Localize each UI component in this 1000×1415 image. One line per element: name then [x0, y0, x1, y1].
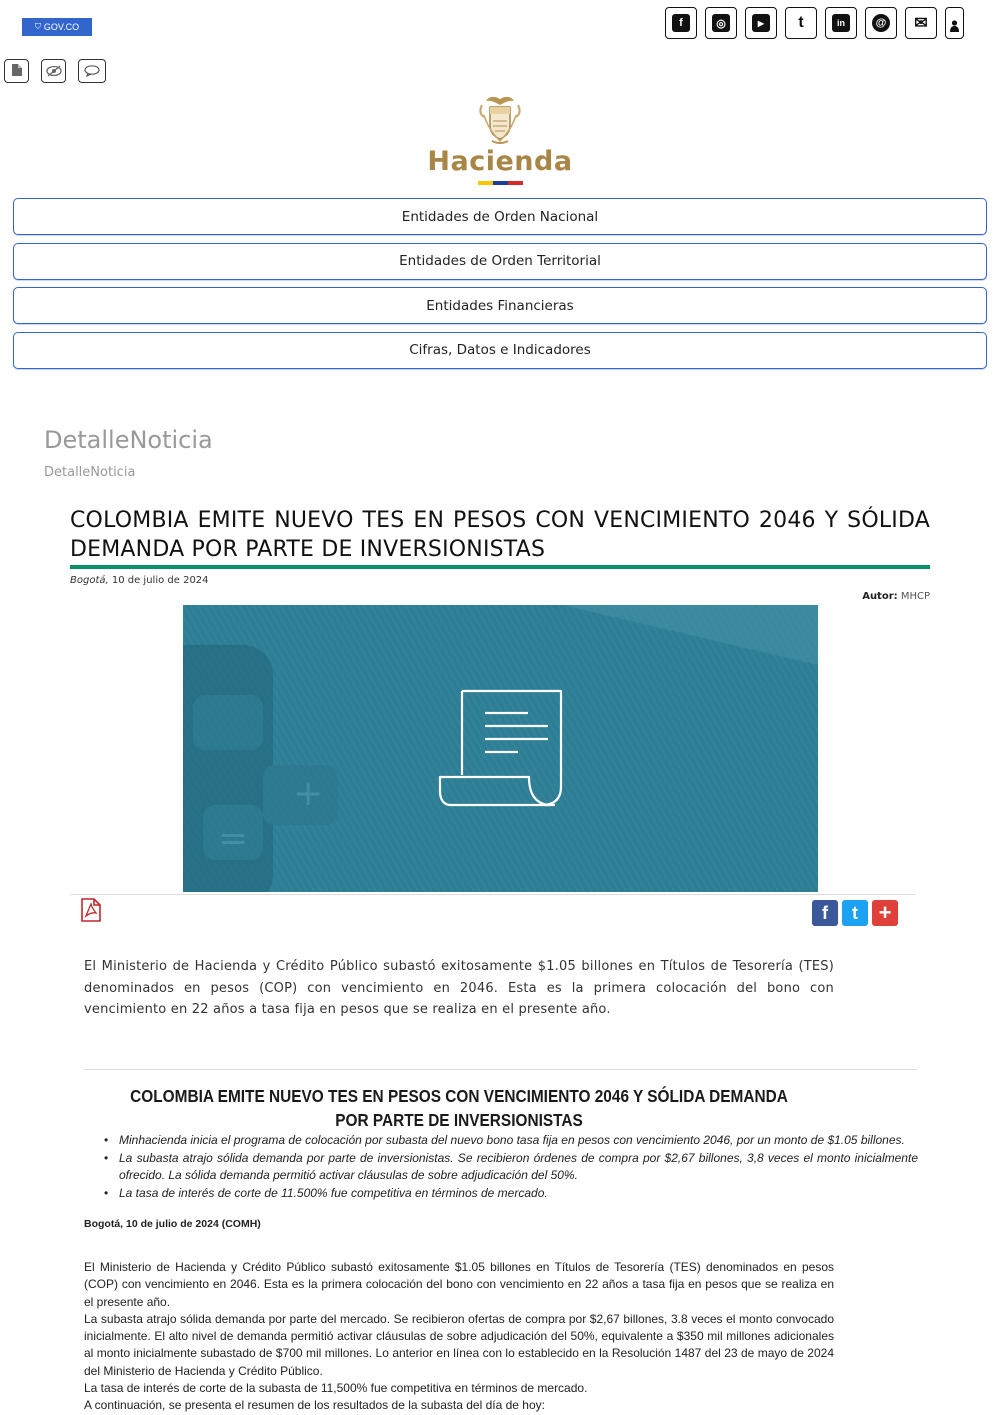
- article-date: [70, 575, 209, 586]
- hacienda-logo[interactable]: [420, 95, 580, 195]
- svg-text:=: =: [218, 818, 249, 859]
- hero-divider: [70, 894, 916, 895]
- govco-link[interactable]: [22, 18, 92, 36]
- threads-icon: @: [872, 14, 890, 32]
- share-facebook-icon[interactable]: f: [812, 900, 838, 926]
- user-button[interactable]: [945, 7, 964, 39]
- paragraph: La subasta atrajo sólida demanda por parte del mercado. Se recibieron ofertas de compra por $2,67 billones, 3.8 veces el monto convocado inicialmente. El alto nivel de demanda permitió activar cláusulas de sobre adjudicación del 50%, equivalente a $350 mil millones adicionales al monto inicialmente subastado de $700 mil millones. Lo anterior en línea con lo establecido en la Resolución 1487 del 23 de mayo de 2024 del Ministerio de Hacienda y Crédito Público.: [84, 1311, 834, 1378]
- nav-orden-nacional[interactable]: Entidades de Orden Nacional: [13, 198, 987, 235]
- youtube-button[interactable]: [745, 7, 777, 39]
- pdf-download-icon[interactable]: [80, 898, 102, 922]
- colombia-flag-bar: [478, 181, 523, 185]
- page-title: DetalleNoticia: [44, 426, 213, 454]
- govco-shield-icon: ⛉: [34, 22, 41, 31]
- coat-of-arms-icon: [476, 95, 524, 147]
- contrast-button[interactable]: [41, 59, 66, 83]
- content-divider: [84, 1069, 917, 1070]
- article-intro: El Ministerio de Hacienda y Crédito Público subastó exitosamente $1.05 billones en Títulos de Tesorería (TES) denominados en pesos (COP) con vencimiento en 2046. Esta es la primera colocación del bono con vencimiento en 22 años a tasa fija en pesos que se realiza en el presente año.: [84, 959, 834, 1017]
- entity-navigation: [13, 198, 987, 376]
- paragraph: El Ministerio de Hacienda y Crédito Público subastó exitosamente $1.05 billones en Títulos de Tesorería (TES) denominados en pesos (COP) con vencimiento en 2046. Esta es la primera colocación del bono con vencimiento en 22 años a tasa fija en pesos que se realiza en el presente año.: [84, 1260, 834, 1309]
- paragraph: La tasa de interés de corte de la subasta de 11,500% fue competitiva en términos de mercado.: [84, 1381, 588, 1396]
- instagram-button[interactable]: [705, 7, 737, 39]
- press-release-dateline: Bogotá, 10 de julio de 2024 (COMH): [84, 1218, 261, 1230]
- twitter-button[interactable]: [785, 7, 817, 39]
- nav-orden-territorial[interactable]: Entidades de Orden Territorial: [13, 243, 987, 280]
- document-icon: [11, 62, 23, 81]
- article-headline: COLOMBIA EMITE NUEVO TES EN PESOS CON VENCIMIENTO 2046 Y SÓLIDA DEMANDA POR PARTE DE INVERSIONISTAS: [70, 508, 930, 562]
- facebook-button[interactable]: [665, 7, 697, 39]
- eye-slash-icon: [46, 62, 62, 81]
- list-item: • Minhacienda inicia el programa de colocación por subasta del nuevo bono tasa fija en pesos con vencimiento 2046, por un monto de $1.05 billones.: [104, 1132, 918, 1150]
- linkedin-button[interactable]: [825, 7, 857, 39]
- headline-divider: [70, 565, 930, 569]
- nav-entidades-financieras[interactable]: Entidades Financieras: [13, 287, 987, 324]
- article-date-text: 10 de julio de 2024: [108, 575, 209, 586]
- article-hero-image: [183, 605, 818, 892]
- author-name: MHCP: [897, 591, 930, 602]
- document-button[interactable]: [4, 59, 29, 83]
- social-links: [665, 7, 964, 39]
- accessibility-tools: [4, 59, 106, 83]
- article-author: [862, 591, 930, 602]
- threads-button[interactable]: [865, 7, 897, 39]
- user-icon: [950, 17, 959, 29]
- article-place: Bogotá,: [70, 575, 109, 586]
- twitter-icon: t: [792, 14, 810, 32]
- logo-wordmark: Hacienda: [427, 146, 573, 177]
- youtube-icon: ▶: [752, 14, 770, 32]
- share-buttons: [812, 900, 898, 926]
- breadcrumb[interactable]: DetalleNoticia: [44, 465, 136, 480]
- nav-cifras-datos[interactable]: Cifras, Datos e Indicadores: [13, 332, 987, 369]
- paragraph: A continuación, se presenta el resumen de los resultados de la subasta del día de hoy:: [84, 1398, 545, 1413]
- svg-text:+: +: [293, 773, 324, 814]
- facebook-icon: f: [672, 14, 690, 32]
- govco-label: GOV.CO: [43, 22, 80, 32]
- email-button[interactable]: [905, 7, 937, 39]
- press-release: [84, 1084, 918, 1415]
- chat-icon: [84, 62, 100, 81]
- list-item: • La subasta atrajo sólida demanda por parte de inversionistas. Se recibieron órdenes de compra por $2,67 billones, 3,8 veces el monto inicialmente ofrecido. La sólida demanda permitió activar cláusulas de sobre adjudicación del 50%.: [104, 1150, 918, 1185]
- list-item: • La tasa de interés de corte de 11.500% fue competitiva en términos de mercado.: [104, 1185, 918, 1203]
- author-label: Autor:: [862, 591, 898, 602]
- chat-button[interactable]: [78, 59, 106, 83]
- press-release-body: [84, 1259, 834, 1415]
- linkedin-icon: in: [832, 14, 850, 32]
- press-release-title: COLOMBIA EMITE NUEVO TES EN PESOS CON VENCIMIENTO 2046 Y SÓLIDA DEMANDA POR PARTE DE INVERSIONISTAS: [130, 1086, 788, 1130]
- press-release-highlights: [84, 1132, 918, 1202]
- share-more-icon[interactable]: +: [872, 900, 898, 926]
- instagram-icon: ◎: [712, 14, 730, 32]
- share-twitter-icon[interactable]: t: [842, 900, 868, 926]
- email-icon: ✉: [912, 14, 930, 32]
